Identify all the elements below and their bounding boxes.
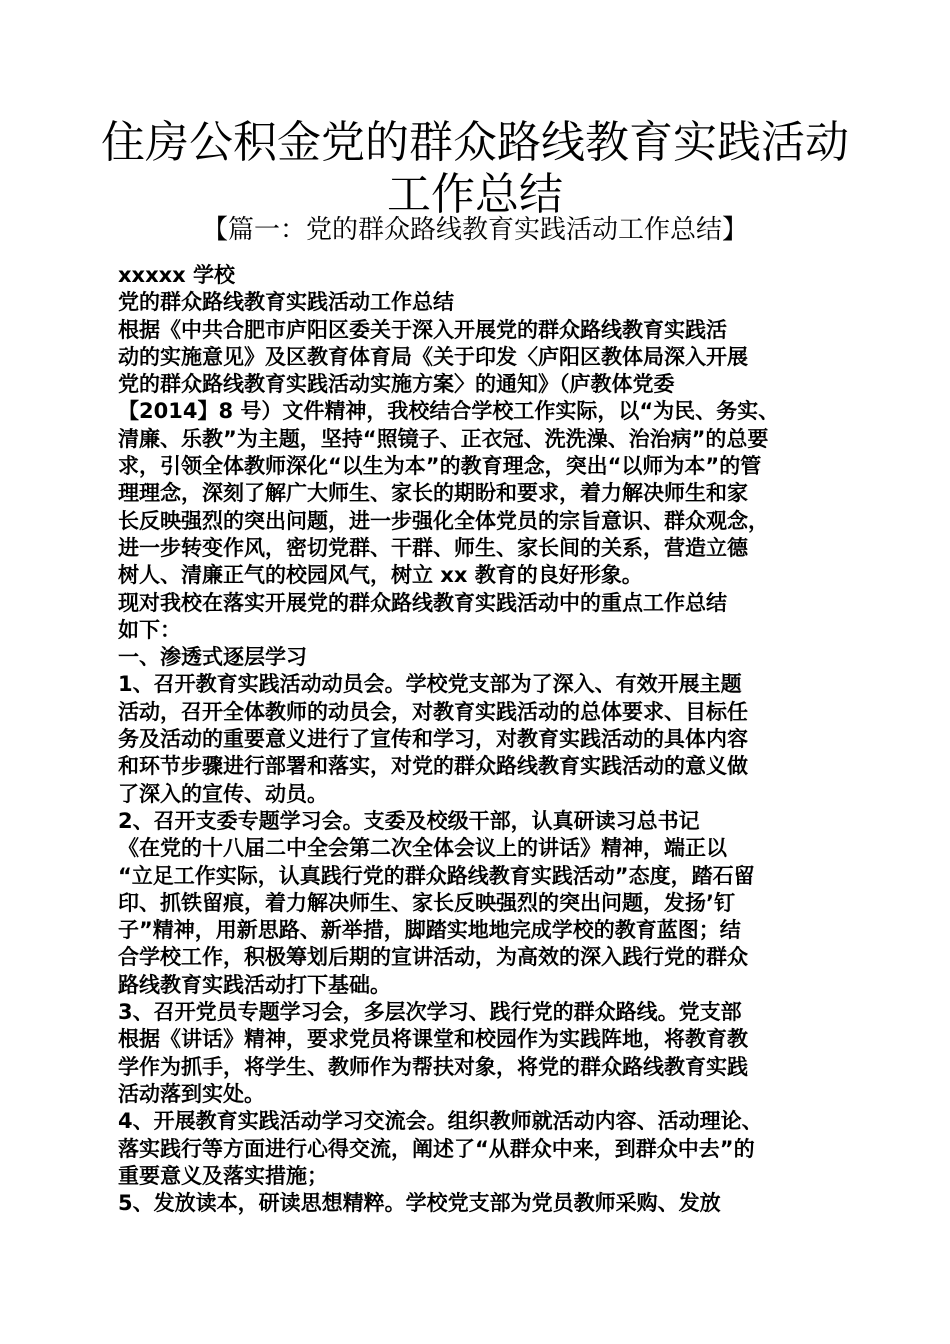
body-line: 路线教育实践活动打下基础。 bbox=[118, 972, 391, 997]
body-line: 《在党的十八届二中全会第二次全体会议上的讲话》精神，端正以 bbox=[118, 836, 727, 861]
body-line: 和环节步骤进行部署和落实，对党的群众路线教育实践活动的意义做 bbox=[118, 754, 748, 779]
body-line: 党的群众路线教育实践活动工作总结 bbox=[118, 290, 454, 315]
body-line: 根据《中共合肥市庐阳区委关于深入开展党的群众路线教育实践活 bbox=[118, 317, 727, 342]
body-line: 落实践行等方面进行心得交流，阐述了“从群众中来，到群众中去”的 bbox=[118, 1136, 755, 1161]
body-line: 进一步转变作风，密切党群、干群、师生、家长间的关系，营造立德 bbox=[118, 535, 748, 560]
document-subtitle: 【篇一：党的群众路线教育实践活动工作总结】 bbox=[201, 215, 748, 245]
body-line: 求，引领全体教师深化“以生为本”的教育理念，突出“以师为本”的管 bbox=[118, 454, 762, 479]
body-line: 【2014】8 号）文件精神，我校结合学校工作实际，以“为民、务实、 bbox=[118, 399, 780, 424]
body-line: 重要意义及落实措施； bbox=[118, 1163, 328, 1188]
body-line: “立足工作实际，认真践行党的群众路线教育实践活动”态度，踏石留 bbox=[118, 863, 755, 888]
body-line: 长反映强烈的突出问题，进一步强化全体党员的宗旨意识、群众观念， bbox=[118, 508, 769, 533]
body-line: 印、抓铁留痕，着力解决师生、家长反映强烈的突出问题，发扬’钉 bbox=[118, 890, 735, 915]
body-line: 2、召开支委专题学习会。支委及校级干部，认真研读习总书记 bbox=[118, 808, 700, 833]
body-line: 现对我校在落实开展党的群众路线教育实践活动中的重点工作总结 bbox=[118, 590, 727, 615]
body-line: 合学校工作，积极筹划后期的宣讲活动，为高效的深入践行党的群众 bbox=[118, 945, 748, 970]
body-line: 1、召开教育实践活动动员会。学校党支部为了深入、有效开展主题 bbox=[118, 672, 742, 697]
document-title-line-2: 工作总结 bbox=[387, 169, 563, 220]
body-line: 清廉、乐教”为主题，坚持“照镜子、正衣冠、洗洗澡、治治病”的总要 bbox=[118, 426, 769, 451]
body-line: 子”精神，用新思路、新举措，脚踏实地地完成学校的教育蓝图；结 bbox=[118, 918, 741, 943]
body-line: 务及活动的重要意义进行了宣传和学习，对教育实践活动的具体内容 bbox=[118, 727, 748, 752]
body-line: 如下： bbox=[118, 617, 181, 642]
body-line: 4、开展教育实践活动学习交流会。组织教师就活动内容、活动理论、 bbox=[118, 1109, 763, 1134]
body-line: 理理念，深刻了解广大师生、家长的期盼和要求，着力解决师生和家 bbox=[118, 481, 748, 506]
body-line: xxxxx 学校 bbox=[118, 263, 236, 287]
body-line: 树人、清廉正气的校园风气，树立 xx 教育的良好形象。 bbox=[118, 563, 643, 588]
body-line: 5、发放读本，研读思想精粹。学校党支部为党员教师采购、发放 bbox=[118, 1191, 721, 1216]
document-title-line-1: 住房公积金党的群众路线教育实践活动 bbox=[101, 117, 849, 168]
section-heading: 一、渗透式逐层学习 bbox=[118, 645, 307, 670]
body-line: 了深入的宣传、动员。 bbox=[118, 781, 328, 806]
body-line: 活动落到实处。 bbox=[118, 1081, 265, 1106]
body-line: 动的实施意见》及区教育体育局《关于印发〈庐阳区教体局深入开展 bbox=[118, 344, 748, 369]
body-line: 学作为抓手，将学生、教师作为帮扶对象，将党的群众路线教育实践 bbox=[118, 1054, 748, 1079]
body-line: 活动，召开全体教师的动员会，对教育实践活动的总体要求、目标任 bbox=[118, 699, 748, 724]
body-line: 3、召开党员专题学习会，多层次学习、践行党的群众路线。党支部 bbox=[118, 1000, 742, 1025]
body-line: 党的群众路线教育实践活动实施方案〉的通知》（庐教体党委 bbox=[118, 372, 675, 397]
document-body bbox=[118, 262, 848, 1217]
body-line: 根据《讲话》精神，要求党员将课堂和校园作为实践阵地，将教育教 bbox=[118, 1027, 748, 1052]
